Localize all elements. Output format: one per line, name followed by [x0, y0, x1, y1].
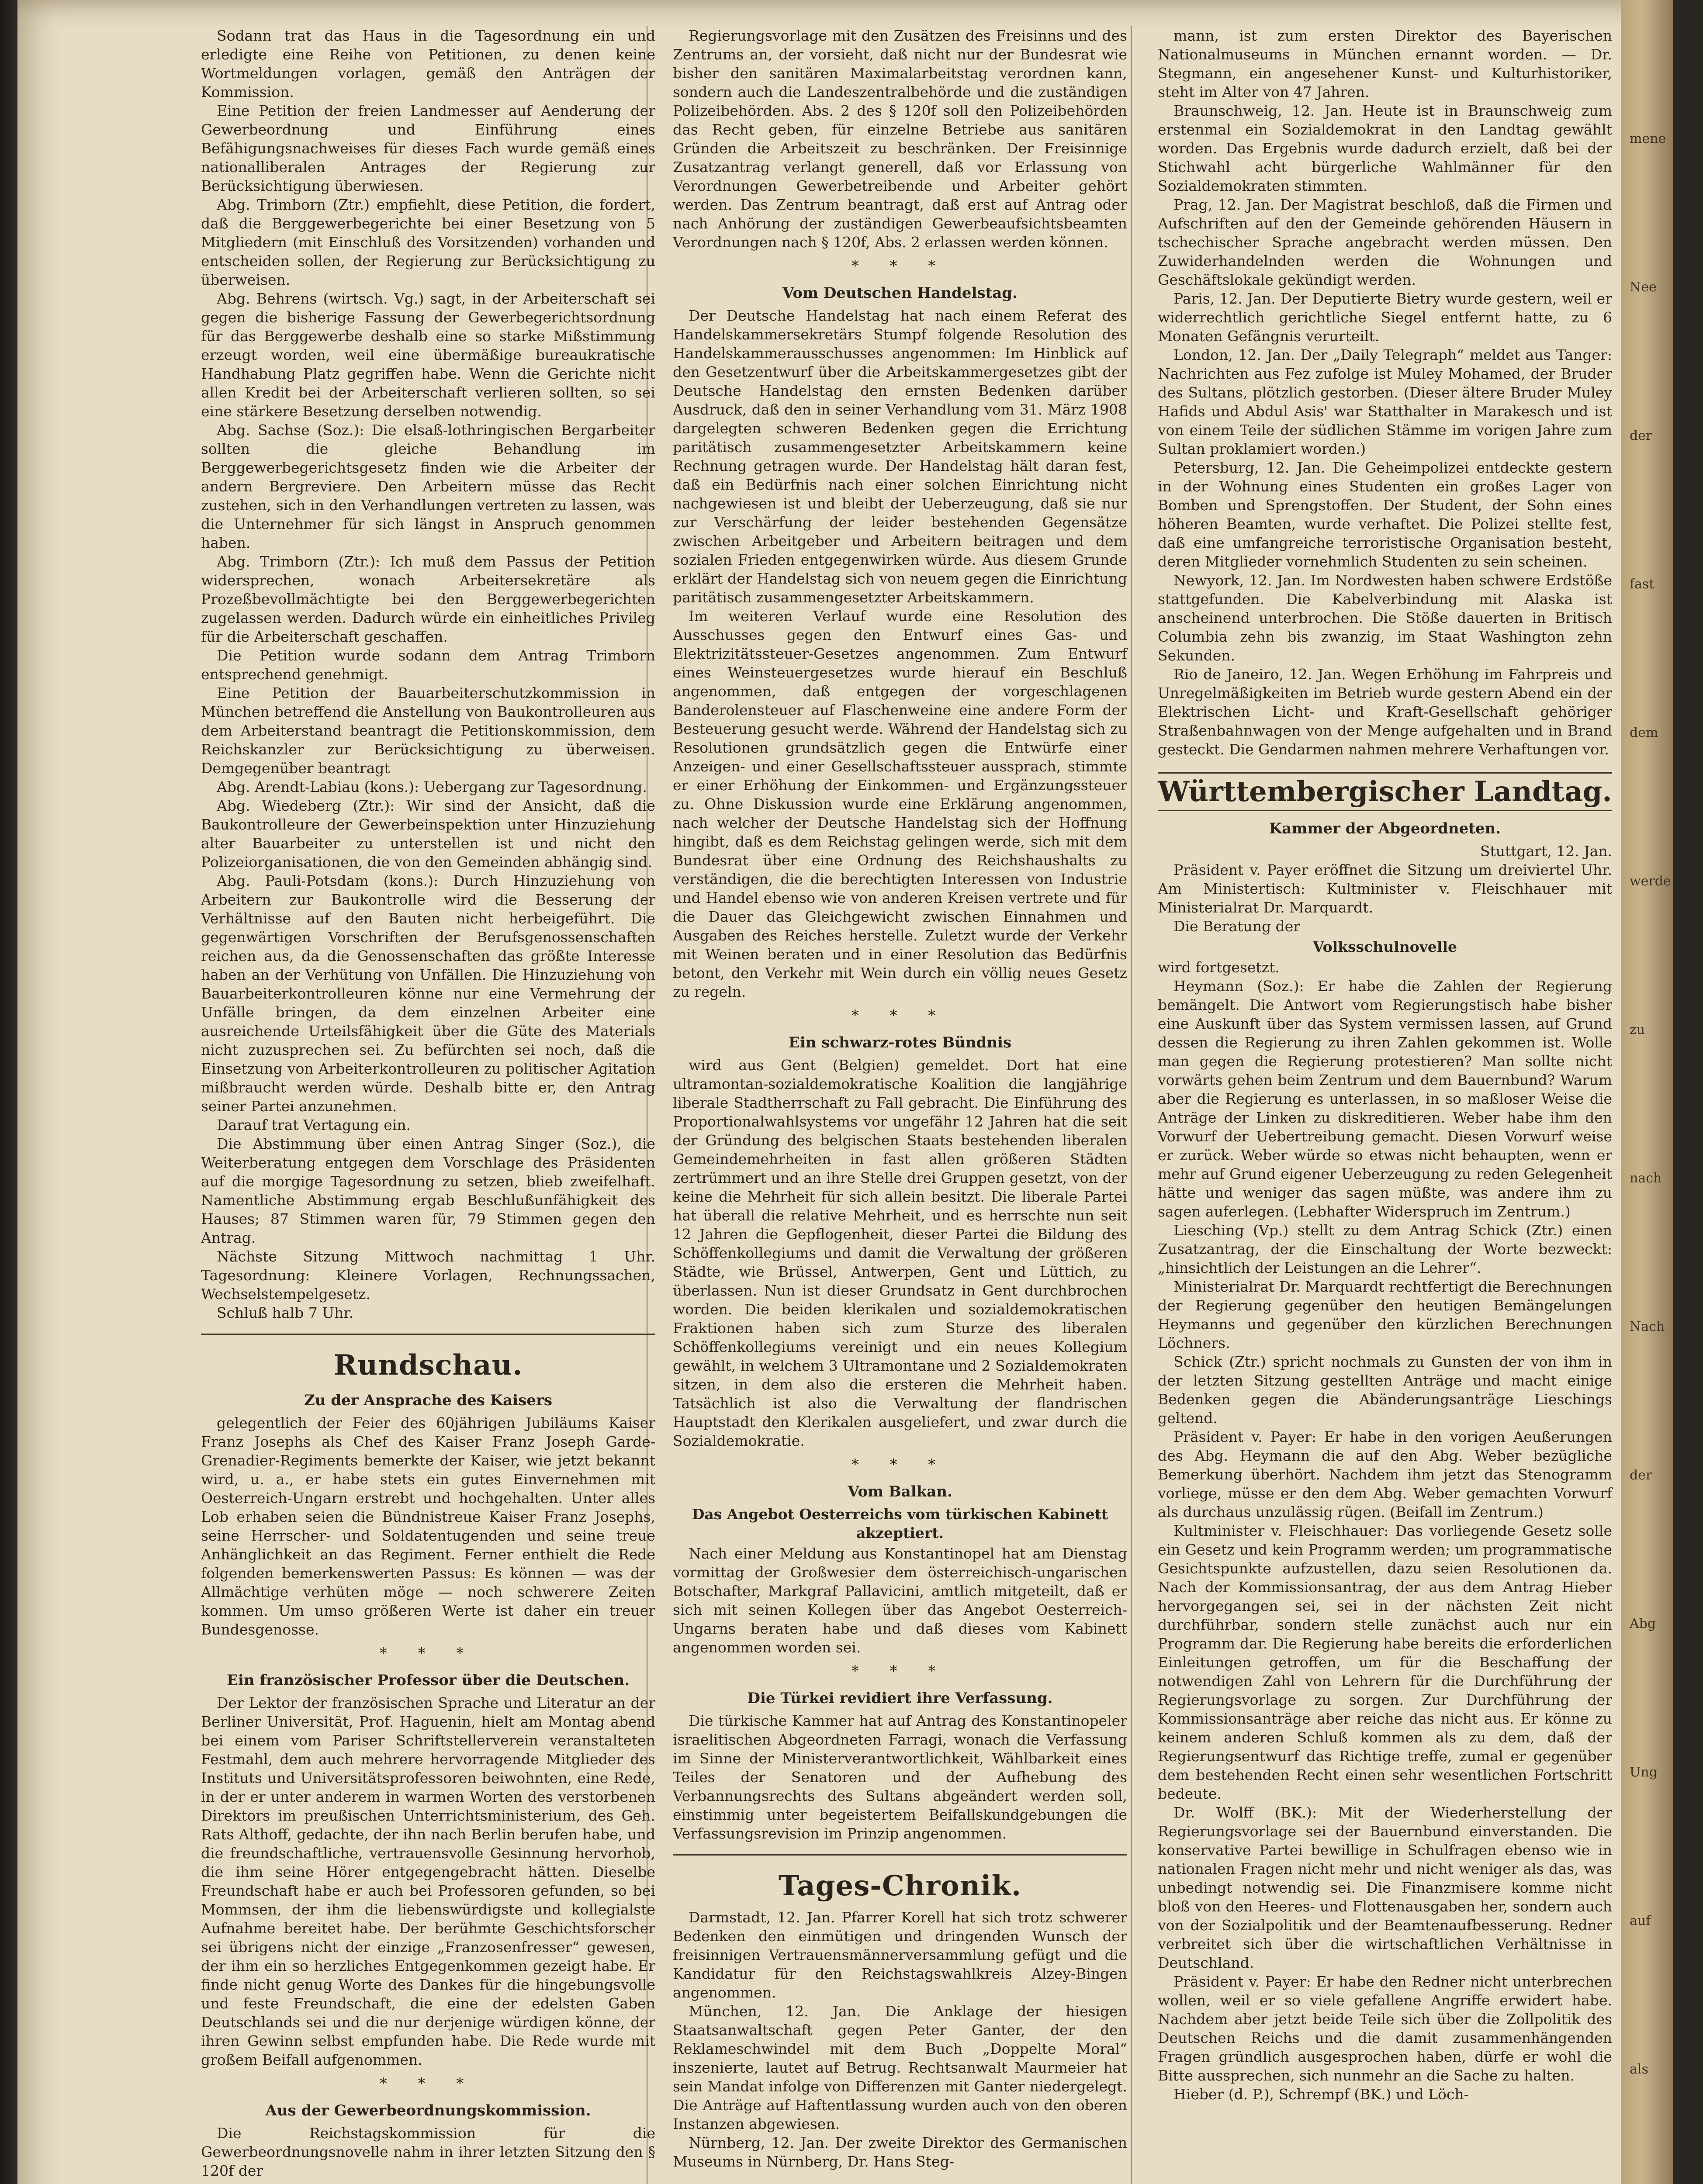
paragraph: Die Abstimmung über einen Antrag Singer (Soz.), die Weiterberatung entgegen dem Vorschlage des Präsidenten auf die morgige Tagesordnung zu setzen, blieb zweifelhaft. Namentliche Abstimmung ergab Beschlußunfähigkeit des Hauses; 87 Stimmen waren für, 79 Stimmen gegen den Antrag.: [201, 1135, 655, 1246]
paragraph: Darmstadt, 12. Jan. Pfarrer Korell hat sich trotz schwerer Bedenken den einmütigen und dringenden Wunsch der freisinnigen Vertrauensmännerversammlung gefügt und die Kandidatur für den Reichstagswahlkreis Alzey-Bingen angenommen.: [673, 1909, 1127, 2001]
column-1: [201, 26, 655, 2180]
divider: [673, 1854, 1127, 1856]
edge-fragment: Abg: [1630, 1616, 1656, 1631]
article-headline: Aus der Gewerbeordnungskommission.: [265, 2102, 591, 2119]
paragraph: Präsident v. Payer: Er habe den Redner nicht unterbrechen wollen, weil er so viele gefallene Angriffe erwidert habe. Nachdem aber jetzt beide Teile sich über die Zollpolitik des Deutschen Reichs und die damit zusammenhängenden Fragen gründlich ausgesprochen haben, dürfe er wohl die Bitte aussprechen, sich nunmehr an die Sache zu halten.: [1158, 1973, 1612, 2084]
separator: * * *: [851, 257, 949, 275]
paragraph: Newyork, 12. Jan. Im Nordwesten haben schwere Erdstöße stattgefunden. Die Kabelverbindung mit Alaska ist anscheinend unterbrochen. Die Stöße dauerten in Britisch Columbia zehn bis zwanzig, im Staat Washington zehn Sekunden.: [1158, 572, 1612, 664]
edge-fragment: nach: [1630, 1171, 1662, 1186]
paragraph: Die Petition wurde sodann dem Antrag Trimborn entsprechend genehmigt.: [201, 647, 655, 683]
paragraph: Im weiteren Verlauf wurde eine Resolution des Ausschusses gegen den Entwurf eines Gas- und Elektrizitätssteuer-Gesetzes angenommen. Zum Entwurf eines Weinsteuergesetzes wurde hierauf ein Beschluß angenommen, daß entgegen der vorgeschlagenen Banderolensteuer auf Flaschenweine eine andere Form der Besteuerung gesucht werde. Während der Handelstag sich zu Resolutionen grundsätzlich gegen die Entwürfe einer Anzeigen- und einer Gesellschaftssteuer aussprach, stimmte er einer Erhöhung der Einkommen- und Ergänzungssteuer zu. Ohne Diskussion wurde eine Erklärung angenommen, nach welcher der Deutsche Handelstag sich der Hoffnung hingibt, daß es dem Reichstag gelingen werde, sich mit dem Bundesrat über eine Ordnung des Reichshaushalts zu verständigen, die die berechtigten Interessen von Industrie und Handel ebenso wie von anderen Kreisen vertrete und für die Dauer das Gleichgewicht zwischen Einnahmen und Ausgaben des Reiches herstelle. Zuletzt wurde der Verkehr mit Weinen beraten und in einer Resolution das Bedürfnis betont, den Verkehr mit Wein durch ein völlig neues Gesetz zu regeln.: [673, 608, 1127, 1000]
paragraph: Kultminister v. Fleischhauer: Das vorliegende Gesetz solle ein Gesetz und kein Programm werden; um programmatische Gesichtspunkte aufzustellen, dazu seien Resolutionen da. Nach der Kommissionsantrag, der aus dem Antrag Hieber hervorgegangen sei, sei in der nächsten Zeit nicht durchführbar, sondern stelle zunächst auch nur ein Programm dar. Die Regierung habe bereits die erforderlichen Einleitungen getroffen, um für die Beschaffung der notwendigen Zahl von Lehrern für die Durchführung der Regierungsvorlage zu sorgen. Zur Durchführung der Kommissionsanträge aber reiche das nicht aus. Er könne zu keinem anderen Schluß kommen als zu dem, daß der Regierungsentwurf das Richtige treffe, zumal er gegenüber dem bestehenden Recht einen sehr wesentlichen Fortschritt bedeute.: [1158, 1522, 1612, 1802]
paragraph: Paris, 12. Jan. Der Deputierte Bietry wurde gestern, weil er widerrechtlich gerichtliche Siegel entfernt hatte, zu 6 Monaten Gefängnis verurteilt.: [1158, 290, 1612, 345]
article-headline: Ein französischer Professor über die Deutschen.: [226, 1672, 630, 1689]
paragraph: Präsident v. Payer: Er habe in den vorigen Aeußerungen des Abg. Heymann die auf den Abg. Weber bezügliche Bemerkung überhört. Nachdem ihm jetzt das Stenogramm vorliege, müsse er den dem Abg. Weber gemachten Vorwurf als durchaus unzulässig rügen. (Beifall im Zentrum.): [1158, 1428, 1612, 1521]
article-headline: Vom Deutschen Handelstag.: [782, 284, 1018, 302]
column-2: [673, 26, 1127, 2171]
paragraph: Prag, 12. Jan. Der Magistrat beschloß, daß die Firmen und Aufschriften auf den der Gemeinde gehörenden Häusern in tschechischer Sprache angebracht werden müssen. Den Zuwiderhandelnden werden die Wohnungen und Geschäftslokale gekündigt werden.: [1158, 196, 1612, 288]
edge-fragment: zu: [1630, 1022, 1645, 1037]
paragraph: Schick (Ztr.) spricht nochmals zu Gunsten der von ihm in der letzten Sitzung gestellten Anträge und macht einige Bedenken gegen die Abänderungsanträge Lieschings geltend.: [1158, 1353, 1612, 1427]
edge-fragment: fast: [1630, 577, 1655, 592]
paragraph: wird aus Gent (Belgien) gemeldet. Dort hat eine ultramontan-sozialdemokratische Koalition die langjährige liberale Stadtherrschaft zu Fall gebracht. Die Einführung des Proportionalwahlsystems vor ungefähr 12 Jahren hat die seit der Gründung des belgischen Staats bestehenden liberalen Gemeindemehrheiten in fast allen größeren Städten zertrümmert und an ihre Stelle drei Gruppen gesetzt, von der keine die Mehrheit für sich allein besitzt. Die liberale Partei hat überall die relative Mehrheit, und es herrschte nun seit 12 Jahren die Gepflogenheit, dieser Partei die Bildung des Schöffenkollegiums und damit die Verwaltung der größeren Städte, wie Brüssel, Antwerpen, Gent und Lüttich, zu überlassen. Nun ist dieser Grundsatz in Gent durchbrochen worden. Die beiden klerikalen und sozialdemokratischen Fraktionen haben sich zum Sturze des liberalen Schöffenkollegiums vereinigt und ein neues Kollegium gewählt, in welchem 3 Ultramontane und 2 Sozialdemokraten sitzen, in dem also die ersteren die Mehrheit haben. Tatsächlich ist also die Verwaltung der flandrischen Hauptstadt den Klerikalen ausgeliefert, und zwar durch die Sozialdemokratie.: [673, 1057, 1127, 1449]
column-3: [1158, 26, 1612, 2104]
paragraph: Abg. Arendt-Labiau (kons.): Uebergang zur Tagesordnung.: [217, 778, 647, 795]
paragraph: Sodann trat das Haus in die Tagesordnung ein und erledigte eine Reihe von Petitionen, zu denen keine Wortmeldungen vorlagen, gemäß den Anträgen der Kommission.: [201, 27, 655, 100]
article-headline: Zu der Ansprache des Kaisers: [304, 1392, 553, 1409]
paragraph: Schluß halb 7 Uhr.: [217, 1304, 353, 1321]
article-headline: Vom Balkan.: [848, 1483, 952, 1500]
edge-fragment: Nee: [1630, 280, 1657, 295]
edge-fragment: der: [1630, 428, 1652, 443]
reichstag-continuation: [201, 26, 655, 1322]
edge-fragment: auf: [1630, 1913, 1651, 1928]
paragraph: Abg. Sachse (Soz.): Die elsaß-lothringischen Bergarbeiter sollten die gleiche Behandlung im Berggewerbegerichtsgesetz finden wie die Arbeiter der andern Bergreviere. Den Arbeitern müsse das Recht zustehen, sich in den Verhandlungen vertreten zu lassen, was die Unternehmer für sich längst in Anspruch genommen haben.: [201, 422, 655, 551]
edge-fragment: dem: [1630, 725, 1658, 740]
paragraph: mann, ist zum ersten Direktor des Bayerischen Nationalmuseums in München ernannt worden. — Dr. Stegmann, ein angesehener Kunst- und Kulturhistoriker, steht im Alter von 47 Jahren.: [1158, 27, 1612, 100]
paragraph: gelegentlich der Feier des 60jährigen Jubiläums Kaiser Franz Josephs als Chef des Kaiser Franz Joseph Garde-Grenadier-Regiments bemerkte der Kaiser, wie jetzt bekannt wird, u. a., er habe stets ein gutes Einvernehmen mit Oesterreich-Ungarn erstrebt und hochgehalten. Unter alles Lob erhaben seien die Bündnistreue Kaiser Franz Josephs, seine Herrscher- und Soldatentugenden und seine treue Anhänglichkeit an das Regiment. Ferner enthielt die Rede folgenden bemerkenswerten Passus: Es können — was der Allmächtige verhüten möge — noch schwerere Zeiten kommen. Um umso größeren Werte ist daher ein treuer Bundesgenosse.: [201, 1414, 655, 1638]
separator: * * *: [851, 1456, 949, 1473]
article-headline: Kammer der Abgeordneten.: [1269, 820, 1501, 837]
edge-fragment: als: [1630, 2062, 1648, 2077]
adjacent-page-edge: [1621, 0, 1673, 2184]
bill-name: Volksschulnovelle: [1313, 938, 1457, 955]
section-title-rundschau: Rundschau.: [333, 1349, 523, 1382]
newspaper-page: [17, 0, 1673, 2184]
paragraph: London, 12. Jan. Der „Daily Telegraph“ meldet aus Tanger: Nachrichten aus Fez zufolge ist Muley Mohamed, der Bruder des Sultans, plötzlich gestorben. (Dieser ältere Bruder Muley Hafids und Abdul Asis' war Statthalter in Marakesch und ist von einem Teile der südlichen Stämme im vorigen Jahre zum Sultan proklamiert worden.): [1158, 346, 1612, 457]
paragraph: Präsident v. Payer eröffnet die Sitzung um dreiviertel Uhr. Am Ministertisch: Kultminister v. Fleischhauer mit Ministerialrat Dr. Marquardt.: [1158, 861, 1612, 916]
paragraph: Abg. Behrens (wirtsch. Vg.) sagt, in der Arbeiterschaft sei gegen die bisherige Fassung der Gewerbegerichtsordnung für das Berggewerbe deshalb eine so starke Mißstimmung erzeugt worden, weil eine übermäßige bureaukratische Handhabung Platz gegriffen habe. Wenn die Gerichte nicht allen Kredit bei der Arbeiterschaft verlieren sollten, so sei eine stärkere Besetzung derselben notwendig.: [201, 290, 655, 420]
separator: * * *: [851, 1662, 949, 1680]
paragraph: Darauf trat Vertagung ein.: [217, 1116, 411, 1133]
paragraph: Nürnberg, 12. Jan. Der zweite Direktor des Germanischen Museums in Nürnberg, Dr. Hans Steg-: [673, 2134, 1127, 2170]
paragraph: Abg. Trimborn (Ztr.) empfiehlt, diese Petition, die fordert, daß die Berggewerbegerichte bei einer Besetzung von 5 Mitgliedern (mit Einschluß des Vorsitzenden) vorhanden und entscheiden sollen, der Regierung zur Berücksichtigung zu überweisen.: [201, 196, 655, 288]
separator: * * *: [379, 2075, 477, 2092]
paragraph: Dr. Wolff (BK.): Mit der Wiederherstellung der Regierungsvorlage sei der Bauernbund einverstanden. Die konservative Partei bewillige in Schulfragen ebenso wie in nationalen Fragen nicht mehr und nicht weniger als das, was unbedingt notwendig sei. Die Finanzmisere komme nicht bloß von den Heeres- und Flottenausgaben her, sondern auch von der Sozialpolitik und der Beamtenaufbesserung. Redner verbreitet sich über die wirtschaftlichen Verhältnisse in Deutschland.: [1158, 1804, 1612, 1971]
paragraph: Der Deutsche Handelstag hat nach einem Referat des Handelskammersekretärs Stumpf folgende Resolution des Handelskammerausschusses angenommen: Im Hinblick auf den Gesetzentwurf über die Arbeitskammergesetzes gibt der Deutsche Handelstag den ernsten Bedenken darüber Ausdruck, daß den in seiner Verhandlung vom 31. März 1908 dargelegten schweren Bedenken gegen die Errichtung paritätisch zusammengesetzter Arbeitskammern keine Rechnung getragen wurde. Der Handelstag hält daran fest, daß ein Bedürfnis nach einer solchen Einrichtung nicht nachgewiesen ist und bleibt der Ueberzeugung, daß sie nur zur Verschärfung der leider bestehenden Gegensätze zwischen Arbeitgeber und Arbeitern beitragen und dem sozialen Frieden entgegenwirken würde. Aus diesem Grunde erklärt der Handelstag sich von neuem gegen die Einrichtung paritätisch zusammengesetzter Arbeitskammern.: [673, 307, 1127, 606]
paragraph: Die türkische Kammer hat auf Antrag des Konstantinopeler israelitischen Abgeordneten Farragi, wonach die Verfassung im Sinne der Ministerverantwortlichkeit, Wählbarkeit eines Teiles der Senatoren und der Aufhebung des Verbannungsrechts des Sultans abgeändert werden soll, einstimmig unter begeistertem Beifallskundgebungen die Verfassungsrevision im Prinzip angenommen.: [673, 1712, 1127, 1842]
section-title-landtag: Württembergischer Landtag.: [1158, 772, 1612, 811]
article-subheadline: Das Angebot Oesterreichs vom türkischen Kabinett akzeptiert.: [692, 1506, 1108, 1541]
divider: [201, 1334, 655, 1335]
dateline: Stuttgart, 12. Jan.: [1480, 843, 1612, 860]
edge-fragment: mene: [1630, 131, 1666, 146]
paragraph: Petersburg, 12. Jan. Die Geheimpolizei entdeckte gestern in der Wohnung eines Studenten ein großes Lager von Bomben und Sprengstoffen. Der Student, der Sohn eines höheren Beamten, wurde verhaftet. Die Polizei stellte fest, daß eine umfangreiche terroristische Organisation besteht, deren Mitglieder vornehmlich Studenten zu sein scheinen.: [1158, 459, 1612, 570]
paragraph: Der Lektor der französischen Sprache und Literatur an der Berliner Universität, Prof. Haguenin, hielt am Montag abend bei einem vom Pariser Schriftstellerverein veranstalteten Festmahl, dem auch mehrere hervorragende Mitglieder des Instituts und Universitätsprofessoren beiwohnten, eine Rede, in der er unter anderem in warmen Worten des verstorbenen Direktors im preußischen Unterrichtsministerium, des Geh. Rats Althoff, gedachte, der ihn nach Berlin berufen habe, und die freundschaftliche, vertrauensvolle Gesinnung hervorhob, die ihm seine Hörer entgegengebracht hätten. Dieselbe Freundschaft habe er auch bei Professoren gefunden, so bei Mommsen, der ihm die liebenswürdigste und kollegialste Aufnahme bereitet habe. Der berühmte Geschichtsforscher sei übrigens nicht der einzige „Franzosenfresser“ gewesen, der ihm ein so herzliches Entgegenkommen gezeigt habe. Er finde nicht genug Worte des Dankes für die hingebungsvolle und feste Freundschaft, die eine der edelsten Gaben Deutschlands sei und die nur derjenige würdigen könne, der ihren Gewinn selbst empfunden habe. Die Rede wurde mit großem Beifall aufgenommen.: [201, 1694, 655, 2068]
paragraph: Hieber (d. P.), Schrempf (BK.) und Löch-: [1173, 2086, 1469, 2103]
paragraph: Abg. Trimborn (Ztr.): Ich muß dem Passus der Petition widersprechen, wonach Arbeitersekretäre als Prozeßbevollmächtigte bei den Berggewerbegerichten zugelassen werden. Dadurch würde ein einheitliches Privileg für die Arbeiterschaft geschaffen.: [201, 553, 655, 645]
edge-fragment: der: [1630, 1468, 1652, 1483]
separator: * * *: [851, 1007, 949, 1024]
article-headline: Die Türkei revidiert ihre Verfassung.: [747, 1690, 1053, 1707]
paragraph: Eine Petition der freien Landmesser auf Aenderung der Gewerbeordnung und Einführung eines Befähigungsnachweises für dieses Fach wurde gemäß eines nationalliberalen Antrages der Regierung zur Berücksichtigung überwiesen.: [201, 102, 655, 194]
paragraph: München, 12. Jan. Die Anklage der hiesigen Staatsanwaltschaft gegen Peter Ganter, der den Reklameschwindel mit dem Buch „Doppelte Moral“ inszenierte, lautet auf Betrug. Rechtsanwalt Maurmeier hat sein Mandat infolge von Differenzen mit Ganter niedergelegt. Die Anträge auf Haftentlassung wurden auch von den oberen Instanzen abgewiesen.: [673, 2003, 1127, 2132]
column-rule: [1131, 26, 1132, 2184]
paragraph: Nach einer Meldung aus Konstantinopel hat am Dienstag vormittag der Großwesier dem österreichisch-ungarischen Botschafter, Markgraf Pallavicini, amtlich mitgeteilt, daß er sich mit seinen Kollegen über das Angebot Oesterreich-Ungarns beraten habe und daß dieses vom Kabinett angenommen worden sei.: [673, 1545, 1127, 1656]
edge-fragment: werde: [1630, 874, 1671, 889]
paragraph: Abg. Wiedeberg (Ztr.): Wir sind der Ansicht, daß die Baukontrolleure der Gewerbeinspektion unter Hinzuziehung alter Bauarbeiter zu unterstellen ist und nicht den Polizeiorganisationen, die von den Gemeinden abhängig sind.: [201, 797, 655, 871]
article-headline: Ein schwarz-rotes Bündnis: [788, 1034, 1012, 1051]
paragraph: wird fortgesetzt.: [1158, 959, 1280, 976]
paragraph: Rio de Janeiro, 12. Jan. Wegen Erhöhung im Fahrpreis und Unregelmäßigkeiten im Betrieb wurde gestern Abend ein der Elektrischen Licht- und Kraft-Gesellschaft gehöriger Straßenbahnwagen von der Menge aufgehalten und in Brand gesteckt. Die Gendarmen nahmen mehrere Verhaftungen vor.: [1158, 666, 1612, 758]
paragraph: Regierungsvorlage mit den Zusätzen des Freisinns und des Zentrums an, der vorsieht, daß nicht nur der Bundesrat wie bisher den sanitären Maximalarbeitstag verordnen kann, sondern auch die Landeszentralbehörde und die zuständigen Polizeibehörden. Abs. 2 des § 120f soll den Polizeibehörden das Recht geben, für einzelne Betriebe aus sanitären Gründen die Arbeitszeit zu beschränken. Der Freisinnige Zusatzantrag verlangt generell, daß vor Erlassung von Verordnungen Gewerbetreibende und Arbeiter gehört werden. Das Zentrum beantragt, daß erst auf Antrag oder nach Anhörung der zuständigen Gewerbeaufsichtsbeamten Verordnungen nach § 120f, Abs. 2 erlassen werden können.: [673, 27, 1127, 251]
paragraph: Nächste Sitzung Mittwoch nachmittag 1 Uhr. Tagesordnung: Kleinere Vorlagen, Rechnungssachen, Wechselstempelgesetz.: [201, 1248, 655, 1303]
paragraph: Heymann (Soz.): Er habe die Zahlen der Regierung bemängelt. Die Antwort vom Regierungstisch habe bisher eine Auskunft über das System vermissen lassen, auf Grund dessen die Regierung zu ihren Zahlen gekommen ist. Wolle man gegen die Regierung protestieren? Man sollte nicht vorwärts gehen beim Zentrum und dem Bauernbund? Warum aber die Regierung es unterlassen, in so maßloser Weise die Anträge der Linken zu diskreditieren. Weber habe ihm den Vorwurf der Uebertreibung gemacht. Diesen Vorwurf weise er zurück. Weber würde so etwas nicht behaupten, wenn er mehr auf Grund eigener Ueberzeugung zu reden Gelegenheit hätte und weniger das sagen müßte, was andere ihm zu sagen auferlegen. (Lebhafter Widerspruch im Zentrum.): [1158, 978, 1612, 1220]
paragraph: Ministerialrat Dr. Marquardt rechtfertigt die Berechnungen der Regierung gegenüber den heutigen Bemängelungen Heymanns und gegenüber den kürzlichen Berechnungen Löchners.: [1158, 1278, 1612, 1351]
separator: * * *: [379, 1645, 477, 1662]
paragraph: Eine Petition der Bauarbeiterschutzkommission in München betreffend die Anstellung von Baukontrolleuren aus dem Arbeiterstand beantragt die Petitionskommission, dem Reichskanzler zur Berücksichtigung zu überweisen. Demgegenüber beantragt: [201, 684, 655, 777]
paragraph: Liesching (Vp.) stellt zu dem Antrag Schick (Ztr.) einen Zusatzantrag, der die Einschaltung der Worte bezweckt: „hinsichtlich der Leistungen an die Lehrer“.: [1158, 1222, 1612, 1276]
paragraph: Abg. Pauli-Potsdam (kons.): Durch Hinzuziehung von Arbeitern zur Baukontrolle wird die Besserung der Verhältnisse auf den Bauten nicht herbeigeführt. Die gegenwärtigen Vorschriften der Berufsgenossenschaften reichen aus, da die Genossenschaften das größte Interesse haben an der Verhütung von Unfällen. Die Hinzuziehung von Bauarbeiterkontrolleuren könne nur eine Vermehrung der Unfälle bringen, da dem einzelnen Arbeiter eine ausreichende Urteilsfähigkeit über die Güte des Materials nicht zuzusprechen sei. Zu befürchten sei noch, daß die Einsetzung von Arbeiterkontrolleuren zu politischer Agitation mißbraucht werden würde. Deshalb bitte er, den Antrag seiner Partei anzunehmen.: [201, 872, 655, 1115]
edge-fragment: Ung: [1630, 1765, 1658, 1780]
paragraph: Braunschweig, 12. Jan. Heute ist in Braunschweig zum erstenmal ein Sozialdemokrat in den Landtag gewählt worden. Das Ergebnis wurde dadurch erzielt, daß bei der Stichwahl acht bürgerliche Wahlmänner für den Sozialdemokraten stimmten.: [1158, 102, 1612, 194]
edge-fragment: Nach: [1630, 1319, 1665, 1334]
paragraph: Die Reichstagskommission für die Gewerbeordnungsnovelle nahm in ihrer letzten Sitzung den § 120f der: [201, 2125, 655, 2179]
section-title-tages-chronik: Tages-Chronik.: [778, 1870, 1022, 1902]
paragraph: Die Beratung der: [1173, 918, 1301, 935]
